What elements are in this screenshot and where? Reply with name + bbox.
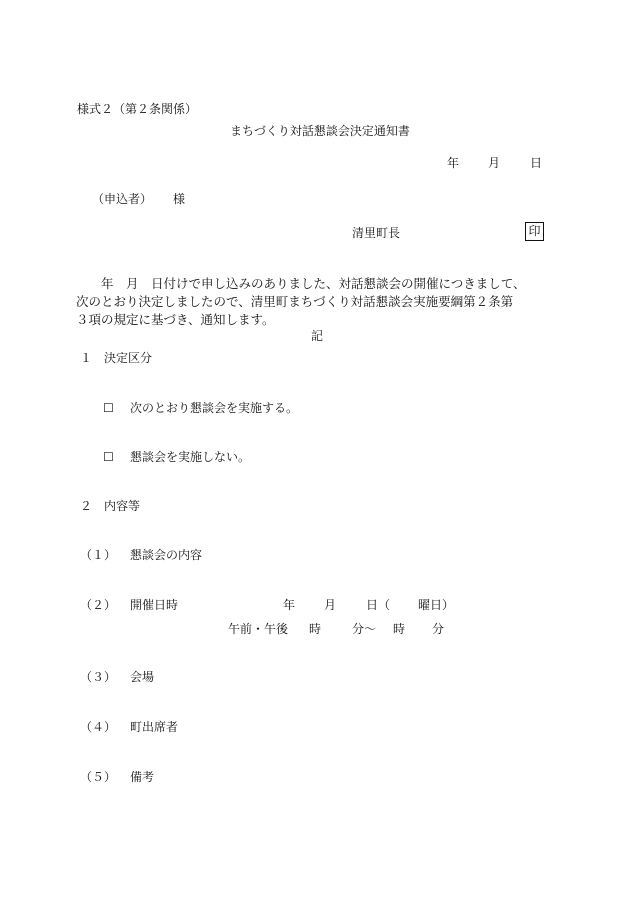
document-title: まちづくり対話懇談会決定通知書 (230, 124, 410, 138)
item-4-label: 町出席者 (130, 720, 179, 734)
section1-title: 決定区分 (104, 351, 153, 365)
seal-stamp: 印 (525, 222, 544, 241)
option-implement-checkbox[interactable]: ☐ (103, 401, 114, 415)
datetime-minute-start: 分～ (352, 622, 377, 636)
item-3-label: 会場 (130, 670, 155, 684)
datetime-weekday: 曜日） (418, 598, 455, 612)
body-line-1: 年 月 日付けで申し込みのありました、対話懇談会の開催につきまして、 (76, 276, 526, 291)
datetime-ampm: 午前・午後 (228, 622, 289, 636)
sender-name: 清里町長 (352, 226, 401, 240)
form-label: 様式２（第２条関係） (77, 102, 198, 116)
option-implement-label: 次のとおり懇談会を実施する。 (130, 401, 299, 415)
item-2-label: 開催日時 (130, 598, 179, 612)
section1-number: １ (80, 351, 93, 365)
datetime-minute-end: 分 (432, 622, 445, 636)
date-month: 月 (488, 156, 501, 170)
item-3-number: （３） (80, 670, 117, 684)
datetime-hour-start: 時 (309, 622, 322, 636)
item-1-number: （１） (80, 548, 117, 562)
datetime-hour-end: 時 (393, 622, 406, 636)
item-5-number: （５） (80, 770, 117, 784)
body-paragraph (76, 275, 561, 329)
item-5-label: 備考 (130, 770, 155, 784)
addressee-honorific: 様 (173, 192, 186, 206)
option-not-implement-label: 懇談会を実施しない。 (130, 450, 251, 464)
date-day: 日 (530, 156, 543, 170)
option-not-implement-checkbox[interactable]: ☐ (103, 450, 114, 464)
ki-heading: 記 (311, 329, 324, 343)
date-year: 年 (447, 156, 460, 170)
section2-title: 内容等 (104, 499, 141, 513)
body-line-3: ３項の規定に基づき、通知します。 (76, 312, 275, 327)
datetime-month: 月 (324, 598, 337, 612)
addressee-applicant: （申込者） (92, 192, 153, 206)
datetime-year: 年 (283, 598, 296, 612)
item-4-number: （４） (80, 720, 117, 734)
item-1-label: 懇談会の内容 (130, 548, 203, 562)
item-2-number: （２） (80, 598, 117, 612)
datetime-day: 日（ (366, 598, 391, 612)
body-line-2: 次のとおり決定しましたので、清里町まちづくり対話懇談会実施要綱第２条第 (76, 294, 514, 309)
section2-number: ２ (80, 499, 93, 513)
